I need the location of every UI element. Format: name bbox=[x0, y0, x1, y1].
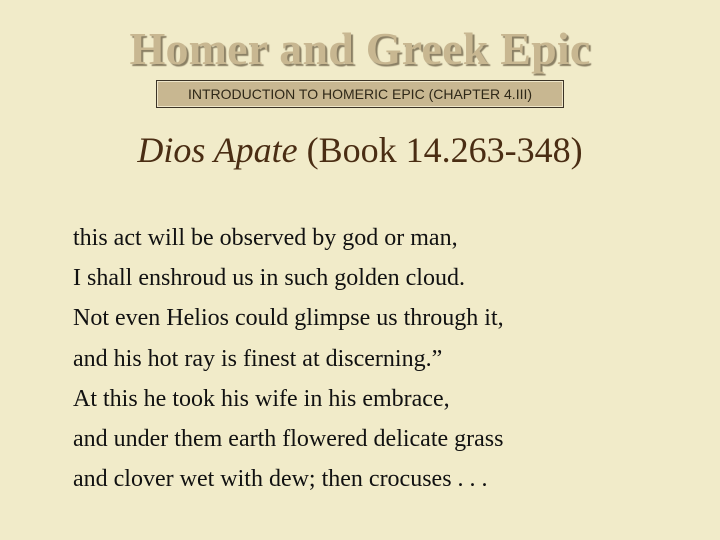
section-heading bbox=[0, 128, 720, 172]
page-title: Homer and Greek Epic bbox=[129, 23, 591, 74]
poem-line: At this he took his wife in his embrace, bbox=[73, 385, 450, 412]
poem-line: Not even Helios could glimpse us through it, bbox=[73, 305, 504, 332]
poem-line: and his hot ray is finest at discerning.” bbox=[73, 345, 443, 372]
subtitle-label: INTRODUCTION TO HOMERIC EPIC (CHAPTER 4.III) bbox=[187, 86, 533, 102]
poem-line: I shall enshroud us in such golden cloud. bbox=[73, 265, 465, 292]
poem-passage bbox=[73, 218, 693, 499]
subtitle-banner bbox=[156, 80, 564, 108]
poem-line: and clover wet with dew; then crocuses . . . bbox=[73, 466, 488, 493]
work-title: Dios Apate bbox=[137, 130, 298, 170]
poem-line: and under them earth flowered delicate grass bbox=[73, 426, 504, 453]
poem-line: this act will be observed by god or man, bbox=[73, 225, 458, 251]
book-reference: (Book 14.263-348) bbox=[297, 130, 583, 170]
